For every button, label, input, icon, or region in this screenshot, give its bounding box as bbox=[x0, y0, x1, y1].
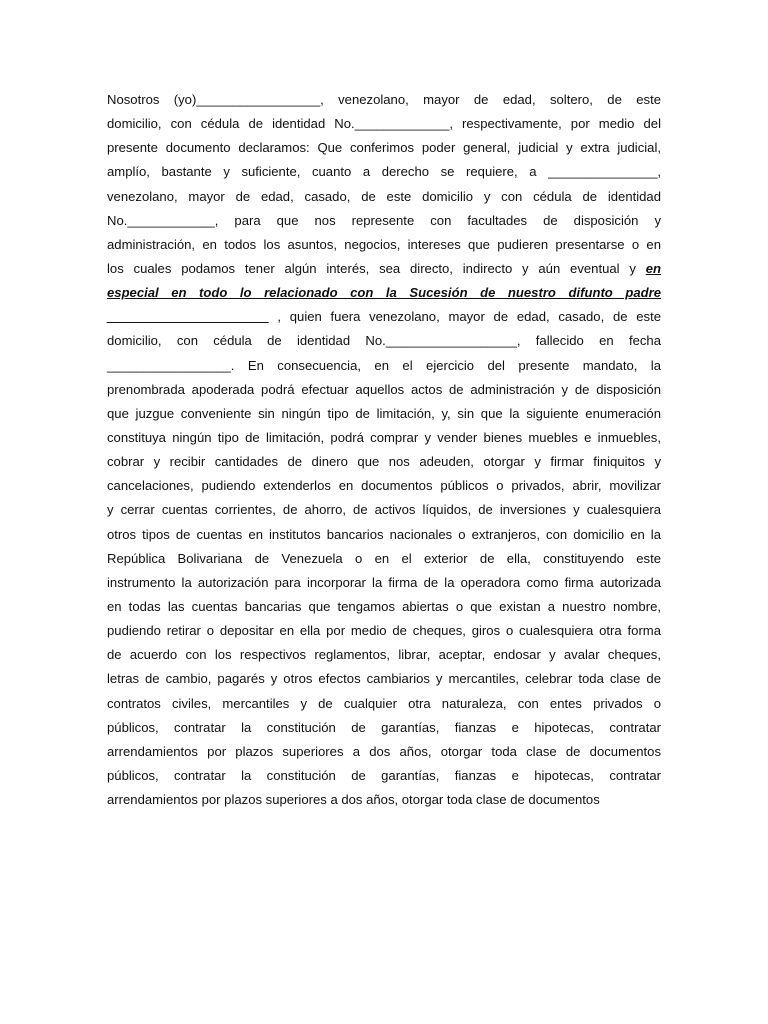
text-line: contratos civiles, mercantiles y de cualquier otra naturaleza, con entes privados o bbox=[107, 695, 661, 711]
text-line: que juzgue conveniente sin ningún tipo de limitación, y, sin que la siguiente enumeración bbox=[107, 405, 661, 421]
text-line: domicilio, con cédula de identidad No.__________________, fallecido en fecha bbox=[107, 333, 661, 349]
text-line: República Bolivariana de Venezuela o en el exterior de ella, constituyendo este bbox=[107, 550, 661, 566]
text-line: otros tipos de cuentas en institutos bancarios nacionales o extranjeros, con domicilio en la bbox=[107, 526, 661, 542]
text-line bbox=[107, 257, 661, 281]
text-line: amplío, bastante y suficiente, cuanto a derecho se requiere, a _______________, bbox=[107, 164, 661, 180]
text-line: No.____________, para que nos represente con facultades de disposición y bbox=[107, 212, 661, 228]
text-line: constituya ningún tipo de limitación, podrá comprar y vender bienes muebles e inmuebles, bbox=[107, 429, 661, 445]
blank-field: ____________________ _ bbox=[107, 309, 269, 325]
text-line: en todas las cuentas bancarias que tengamos abiertas o que existan a nuestro nombre, bbox=[107, 598, 661, 614]
text-line: Nosotros (yo)_________________, venezolano, mayor de edad, soltero, de este bbox=[107, 92, 661, 107]
text-line: venezolano, mayor de edad, casado, de este domicilio y con cédula de identidad bbox=[107, 188, 661, 204]
text-line: y cerrar cuentas corrientes, de ahorro, de activos líquidos, de inversiones y cualesquiera bbox=[107, 502, 661, 518]
text-line: arrendamientos por plazos superiores a dos años, otorgar toda clase de documentos bbox=[107, 743, 661, 759]
emphasis-text: en bbox=[645, 260, 661, 276]
document-body bbox=[107, 88, 661, 812]
text-line: letras de cambio, pagarés y otros efectos cambiarios y mercantiles, celebrar toda clase de bbox=[107, 671, 661, 687]
text-line-rest: , quien fuera venezolano, mayor de edad, casado, de este bbox=[268, 309, 661, 325]
text-line: prenombrada apoderada podrá efectuar aquellos actos de administración y de disposición bbox=[107, 381, 661, 397]
text-line: pudiendo retirar o depositar en ella por medio de cheques, giros o cualesquiera otra forma bbox=[107, 623, 661, 639]
text-line bbox=[107, 305, 661, 329]
text-line: domicilio, con cédula de identidad No._____________, respectivamente, por medio del bbox=[107, 116, 661, 132]
text-line: cancelaciones, pudiendo extenderlos en documentos públicos o privados, abrir, movilizar bbox=[107, 478, 661, 494]
text-line: administración, en todos los asuntos, negocios, intereses que pudieren presentarse o en bbox=[107, 236, 661, 252]
text-line-main: los cuales podamos tener algún interés, sea directo, indirecto y aún eventual y bbox=[107, 260, 636, 276]
text-line: _________________. En consecuencia, en el ejercicio del presente mandato, la bbox=[107, 357, 661, 373]
emphasis-line: especial en todo lo relacionado con la Sucesión de nuestro difunto padre bbox=[107, 285, 661, 301]
text-line: presente documento declaramos: Que conferimos poder general, judicial y extra judicial, bbox=[107, 140, 661, 156]
text-line: públicos, contratar la constitución de garantías, fianzas e hipotecas, contratar bbox=[107, 719, 661, 735]
text-line: de acuerdo con los respectivos reglamentos, librar, aceptar, endosar y avalar cheques, bbox=[107, 647, 661, 663]
text-line: instrumento la autorización para incorporar la firma de la operadora como firma autorizada bbox=[107, 574, 661, 590]
text-line-last: arrendamientos por plazos superiores a dos años, otorgar toda clase de documentos bbox=[107, 792, 600, 808]
text-line: cobrar y recibir cantidades de dinero que nos adeuden, otorgar y firmar finiquitos y bbox=[107, 454, 661, 470]
text-line: públicos, contratar la constitución de garantías, fianzas e hipotecas, contratar bbox=[107, 767, 661, 783]
